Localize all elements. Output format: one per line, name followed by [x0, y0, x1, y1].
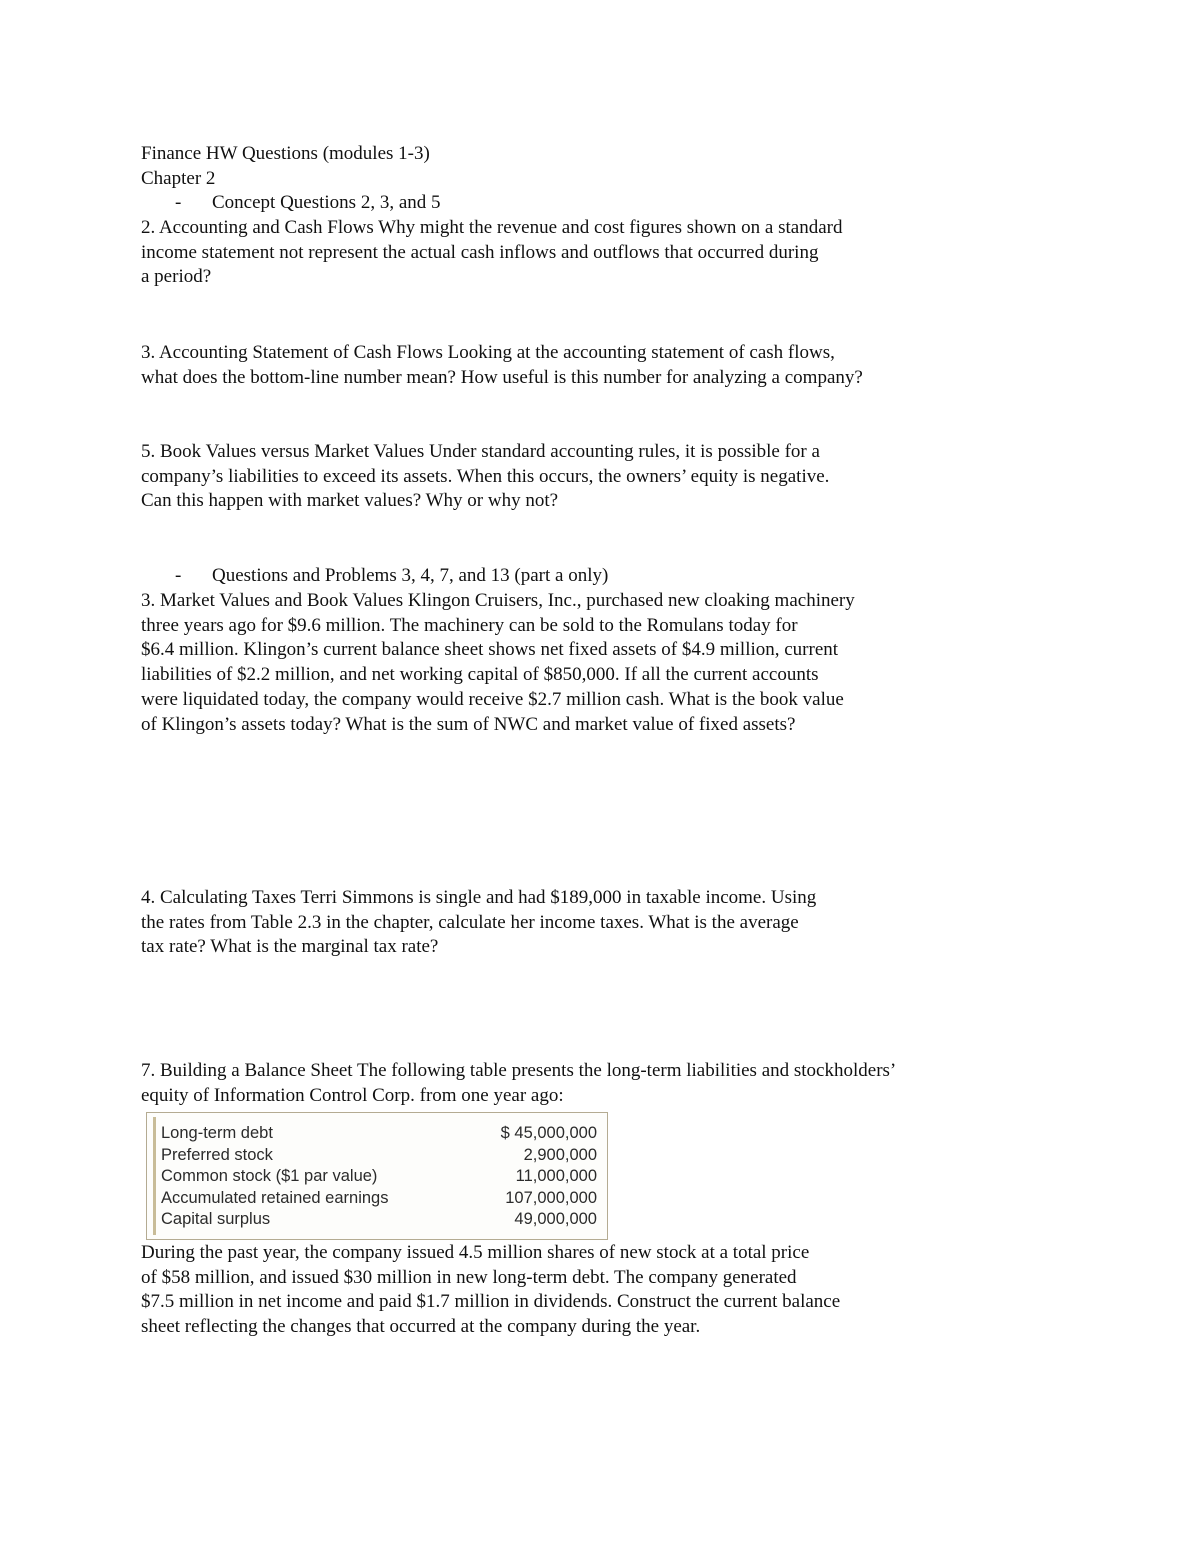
question-line: sheet reflecting the changes that occurred at the company during the year. — [141, 1316, 701, 1338]
table-row — [161, 1209, 597, 1231]
table-row-value: 11,000,000 — [515, 1167, 597, 1186]
list-bullet: - — [175, 192, 182, 213]
question-line: During the past year, the company issued 4.5 million shares of new stock at a total price — [141, 1242, 810, 1263]
table-row-value: 107,000,000 — [505, 1188, 597, 1207]
table-row-label: Common stock ($1 par value) — [161, 1167, 378, 1186]
section-heading-questions-and-problems: Questions and Problems 3, 4, 7, and 13 (part a only) — [212, 565, 609, 586]
problem-7-continued — [141, 1241, 1031, 1340]
question-line: what does the bottom-line number mean? How useful is this number for analyzing a company? — [141, 366, 863, 388]
table-row — [161, 1145, 597, 1167]
table-row-value: 2,900,000 — [523, 1145, 597, 1164]
chapter-heading: Chapter 2 — [141, 168, 216, 189]
question-line: 2. Accounting and Cash Flows Why might the revenue and cost figures shown on a standard — [141, 217, 843, 238]
list-bullet: - — [175, 565, 182, 586]
table-row-value: 49,000,000 — [514, 1210, 597, 1229]
question-line: tax rate? What is the marginal tax rate? — [141, 936, 439, 958]
question-line: 3. Accounting Statement of Cash Flows Looking at the accounting statement of cash flows, — [141, 342, 835, 363]
question-line: were liquidated today, the company would receive $2.7 million cash. What is the book value — [141, 688, 844, 710]
concept-question-5 — [141, 440, 1031, 514]
question-line: three years ago for $9.6 million. The machinery can be sold to the Romulans today for — [141, 614, 798, 636]
question-line: 3. Market Values and Book Values Klingon Cruisers, Inc., purchased new cloaking machinery — [141, 590, 855, 611]
question-line: a period? — [141, 266, 212, 288]
question-line: $7.5 million in net income and paid $1.7 million in dividends. Construct the current balance — [141, 1291, 841, 1313]
table-row-label: Long-term debt — [161, 1124, 273, 1142]
balance-sheet-table — [146, 1112, 608, 1240]
problem-4 — [141, 886, 1031, 960]
question-line: income statement not represent the actual cash inflows and outflows that occurred during — [141, 241, 819, 263]
table-row — [161, 1188, 597, 1210]
problem-7 — [141, 1059, 1031, 1108]
section-heading-concept-questions: Concept Questions 2, 3, and 5 — [212, 192, 441, 213]
table-row-value: $ 45,000,000 — [500, 1124, 597, 1142]
question-line: of $58 million, and issued $30 million in new long-term debt. The company generated — [141, 1266, 797, 1288]
table-row-label: Accumulated retained earnings — [161, 1188, 389, 1207]
table-row — [161, 1123, 597, 1145]
question-line: of Klingon’s assets today? What is the sum of NWC and market value of fixed assets? — [141, 713, 796, 735]
question-line: 4. Calculating Taxes Terri Simmons is single and had $189,000 in taxable income. Using — [141, 887, 817, 908]
question-line: company’s liabilities to exceed its assets. When this occurs, the owners’ equity is negative. — [141, 465, 830, 487]
question-line: $6.4 million. Klingon’s current balance sheet shows net fixed assets of $4.9 million, current — [141, 639, 839, 661]
table-row-label: Preferred stock — [161, 1145, 273, 1164]
document-title: Finance HW Questions (modules 1-3) — [141, 143, 430, 164]
question-line: 7. Building a Balance Sheet The following table presents the long-term liabilities and stockholders’ — [141, 1060, 897, 1081]
question-line: liabilities of $2.2 million, and net working capital of $850,000. If all the current accounts — [141, 664, 819, 686]
table-row — [161, 1166, 597, 1188]
problem-3 — [141, 589, 1031, 737]
question-line: equity of Information Control Corp. from one year ago: — [141, 1084, 564, 1106]
question-line: 5. Book Values versus Market Values Under standard accounting rules, it is possible for a — [141, 441, 820, 462]
table-row-label: Capital surplus — [161, 1210, 271, 1229]
question-line: the rates from Table 2.3 in the chapter, calculate her income taxes. What is the average — [141, 911, 799, 933]
concept-question-3 — [141, 341, 1031, 390]
question-line: Can this happen with market values? Why or why not? — [141, 490, 559, 512]
concept-question-2 — [141, 216, 1031, 290]
